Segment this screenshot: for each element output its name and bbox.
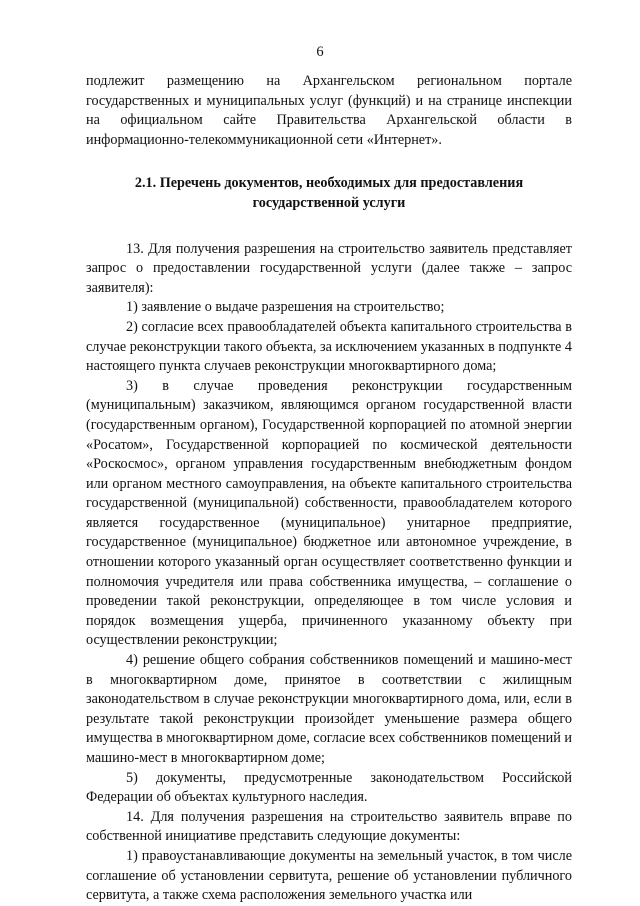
paragraph-13: 13. Для получения разрешения на строительство заявитель представляет запрос о предоставлении государственной услуги (далее также – запрос заявителя): [86,240,572,296]
paragraph-13-item-2: 2) согласие всех правообладателей объекта капитального строительства в случае реконструкции такого объекта, за исключением указанных в подпункте 4 настоящего пункта случаев реконструкции многоквартирного дома; [86,318,572,375]
section-heading-line-1: 2.1. Перечень документов, необходимых для предоставления [134,175,524,192]
paragraph-14-item-1: 1) правоустанавливающие документы на земельный участок, в том числе соглашение об установлении сервитута, решение об установлении публичного сервитута, а также схема расположения земельного участка или [86,847,572,904]
paragraph-13-item-3: 3) в случае проведения реконструкции государственным (муниципальным) заказчиком, являющимся органом государственной власти (государственным органом), Государственной корпорацией по атомной энергии «Росатом», Государственной корпорацией по космической деятельности «Роскосмос», органом управления государственным внебюджетным фондом или органом местного самоуправления, на объекте капитального строительства государственной (муниципальной) собственности, правообладателем которого является государственное (муниципальное) унитарное предприятие, государственное (муниципальное) бюджетное или автономное учреждение, в отношении которого указанный орган осуществляет соответственно функции и полномочия учредителя или права собственника имущества, – соглашение о проведении такой реконструкции, определяющее в том числе условия и порядок возмещения ущерба, причиненного указанному объекту при осуществлении реконструкции; [86,377,572,649]
document-body [86,72,572,906]
paragraph-14: 14. Для получения разрешения на строительство заявитель вправе по собственной инициативе представить следующие документы: [86,808,572,845]
paragraph-13-item-1: 1) заявление о выдаче разрешения на строительство; [126,299,445,316]
intro-paragraph: подлежит размещению на Архангельском региональном портале государственных и муниципальных услуг (функций) и на странице инспекции на официальном сайте Правительства Архангельской области в информационно-телекоммуникационной сети «Интернет». [86,73,572,148]
paragraph-13-item-4: 4) решение общего собрания собственников помещений и машино-мест в многоквартирном доме, принятое в соответствии с жилищным законодательством в случае реконструкции многоквартирного дома, или, если в результате такой реконструкции произойдет уменьшение размера общего имущества в многоквартирном доме, согласие всех собственников помещений и машино-мест в многоквартирном доме; [86,652,572,766]
paragraph-13-item-5: 5) документы, предусмотренные законодательством Российской Федерации об объектах культурного наследия. [86,769,572,806]
section-heading-line-2: государственной услуги [252,194,406,211]
section-heading [86,174,572,213]
page-number: 6 [316,44,324,60]
